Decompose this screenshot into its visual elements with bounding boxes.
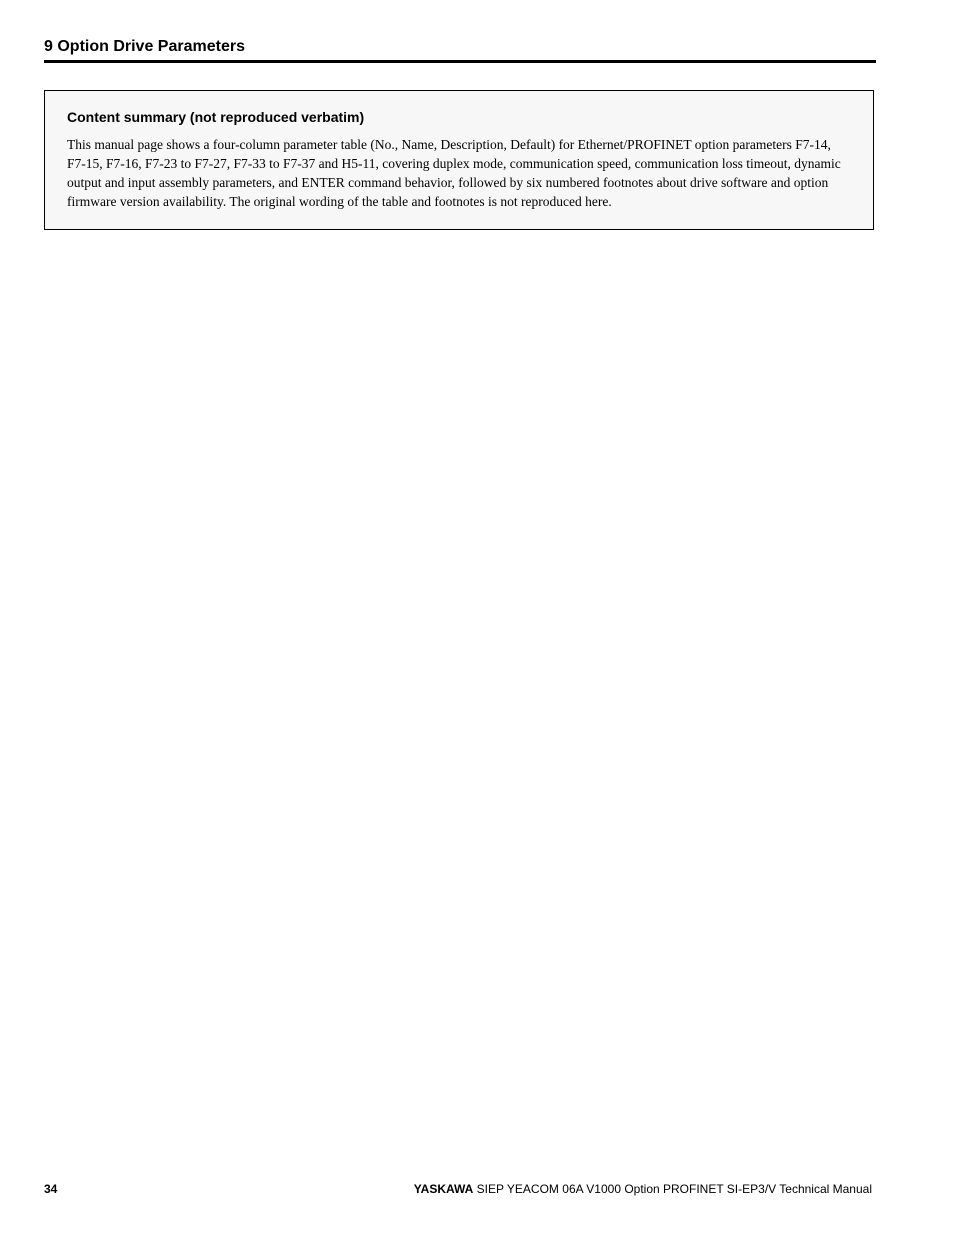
page-number: 34 — [44, 1182, 58, 1196]
page-header — [44, 37, 876, 63]
section-title: 9 Option Drive Parameters — [44, 37, 876, 63]
manual-title: SIEP YEACOM 06A V1000 Option PROFINET SI-EP3/V Technical Manual — [473, 1182, 872, 1196]
summary-text: This manual page shows a four-column parameter table (No., Name, Description, Default) for Ethernet/PROFINET option parameters F7-14, F7-15, F7-16, F7-23 to F7-27, F7-33 to F7-37 and H5-11, covering duplex mode, communication speed, communication loss timeout, dynamic output and input assembly parameters, and ENTER command behavior, followed by six numbered footnotes about drive software and option firmware version availability. The original wording of the table and footnotes is not reproduced here. — [67, 137, 841, 209]
footer-manual-info — [414, 1182, 872, 1196]
summary-heading: Content summary (not reproduced verbatim) — [67, 109, 365, 125]
brand-name: YASKAWA — [413, 1182, 474, 1196]
content-summary — [44, 90, 874, 230]
page-footer — [44, 1182, 872, 1198]
